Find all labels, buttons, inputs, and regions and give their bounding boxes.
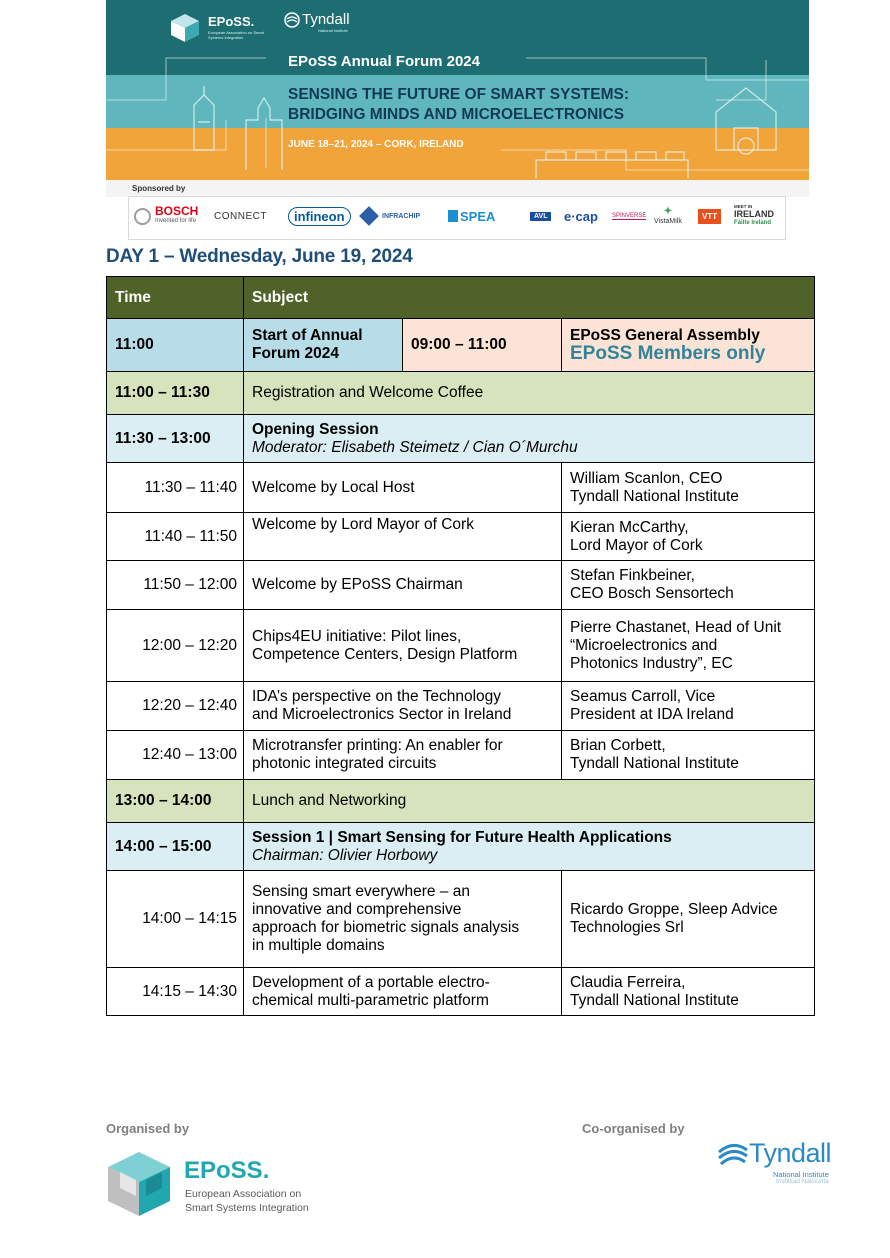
start-row [107, 319, 815, 372]
sponsor-avl: AVL [530, 203, 551, 229]
sponsor-spinverse: SPINVERSE [612, 212, 647, 219]
opening-session-moderator: Moderator: Elisabeth Steimetz / Cian O´Murchu [252, 438, 578, 456]
session1-title: Session 1 | Smart Sensing for Future Health Applications [252, 828, 672, 846]
infrachip-icon [359, 206, 379, 226]
sponsored-by-label: Sponsored by [132, 184, 186, 193]
table-header-row [107, 277, 815, 319]
members-only-note: EPoSS Members only [570, 343, 766, 364]
talk-row: 12:20 – 12:40 IDA’s perspective on the Technology and Microelectronics Sector in Ireland Seamus Carroll, Vice President at IDA Ireland [107, 682, 815, 731]
banner-tyndall-logo: Tyndall [302, 11, 350, 28]
talk-row: 12:40 – 13:00 Microtransfer printing: An enabler for photonic integrated circuits Brian Corbett, Tyndall National Institute [107, 731, 815, 780]
session1-row: 14:00 – 15:00 Session 1 | Smart Sensing for Future Health Applications Chairman: Olivier Horbowy [107, 823, 815, 871]
header-subject: Subject [244, 277, 815, 319]
start-time: 11:00 [107, 319, 244, 372]
eposs-cube-icon [169, 12, 201, 44]
sponsor-ecap: e·cap [564, 208, 598, 224]
banner-tyndall-logo-sub: National Institute [318, 28, 348, 33]
banner-headline-line2: BRIDGING MINDS AND MICROELECTRONICS [288, 106, 625, 123]
vistamilk-leaf-icon: ✦ [663, 205, 673, 217]
session1-chairman: Chairman: Olivier Horbowy [252, 846, 438, 864]
footer-tyndall-sub2: Institiúid Náisiúnta [776, 1178, 829, 1185]
co-organised-by-label: Co-organised by [582, 1121, 685, 1136]
sponsor-spea: SPEA [448, 203, 495, 229]
spea-icon [448, 210, 458, 222]
talk-row: 11:40 – 11:50 Welcome by Lord Mayor of Cork Kieran McCarthy, Lord Mayor of Cork [107, 513, 815, 561]
footer-tyndall-name: Tyndall [749, 1138, 832, 1168]
sponsor-infrachip: INFRACHIP [362, 203, 420, 229]
footer-eposs-sub: European Association on Smart Systems Integration [185, 1188, 309, 1214]
opening-session-row: 11:30 – 13:00 Opening Session Moderator: Elisabeth Steimetz / Cian O´Murchu [107, 415, 815, 463]
talk-row: 11:30 – 11:40 Welcome by Local Host William Scanlon, CEO Tyndall National Institute [107, 463, 815, 513]
assembly-time: 09:00 – 11:00 [403, 319, 562, 372]
schedule-table [106, 276, 815, 1016]
event-banner [106, 0, 809, 243]
banner-eposs-logo: EPoSS. [208, 14, 255, 29]
footer-tyndall-sub1: National Institute [773, 1170, 829, 1179]
bosch-wordmark: BOSCH [155, 204, 199, 218]
talk-row: 14:15 – 14:30 Development of a portable electro- chemical multi-parametric platform Claudia Ferreira, Tyndall National Institute [107, 968, 815, 1016]
talk-row: 12:00 – 12:20 Chips4EU initiative: Pilot lines, Competence Centers, Design Platform Pierre Chastanet, Head of Unit “Microelectronics and Photonics Industry”, EC [107, 610, 815, 682]
opening-session-title: Opening Session [252, 420, 379, 438]
sponsor-connect: CONNECT [214, 210, 267, 222]
footer-eposs-name: EPoSS. [184, 1157, 270, 1184]
registration-row: 11:00 – 11:30 Registration and Welcome Coffee [107, 372, 815, 415]
header-time: Time [107, 277, 244, 319]
sponsor-meet-in-ireland: MEET IN IRELAND Fáilte Ireland [734, 204, 774, 226]
talk-row: 14:00 – 14:15 Sensing smart everywhere – an innovative and comprehensive approach for biometric signals analysis in multiple domains Ricardo Groppe, Sleep Advice Technologies Srl [107, 871, 815, 968]
day-heading: DAY 1 – Wednesday, June 19, 2024 [106, 246, 413, 267]
sponsor-infineon: infineon [288, 203, 351, 229]
assembly-subject: EPoSS General Assembly EPoSS Members only [562, 319, 815, 372]
banner-date-place: JUNE 18–21, 2024 – CORK, IRELAND [288, 139, 464, 150]
banner-forum-title: EPoSS Annual Forum 2024 [288, 53, 480, 70]
sponsor-vistamilk: ✦ VistaMilk [654, 205, 682, 225]
start-subject: Start of Annual Forum 2024 [244, 319, 403, 372]
bosch-tagline: Invented for life [155, 218, 197, 224]
sponsor-vtt: VTT [698, 203, 721, 229]
sponsor-bosch [134, 203, 198, 229]
lunch-row: 13:00 – 14:00 Lunch and Networking [107, 780, 815, 823]
talk-row: 11:50 – 12:00 Welcome by EPoSS Chairman Stefan Finkbeiner, CEO Bosch Sensortech [107, 561, 815, 610]
eposs-cube-icon [106, 1150, 172, 1218]
organised-by-label: Organised by [106, 1121, 190, 1136]
banner-headline-line1: SENSING THE FUTURE OF SMART SYSTEMS: [288, 86, 630, 103]
tyndall-swirl-icon [284, 12, 300, 28]
tyndall-swirl-icon [716, 1138, 750, 1172]
bosch-ring-icon [134, 208, 151, 225]
banner-eposs-logo-sub: European Association on Smart Systems Integration [208, 30, 265, 40]
